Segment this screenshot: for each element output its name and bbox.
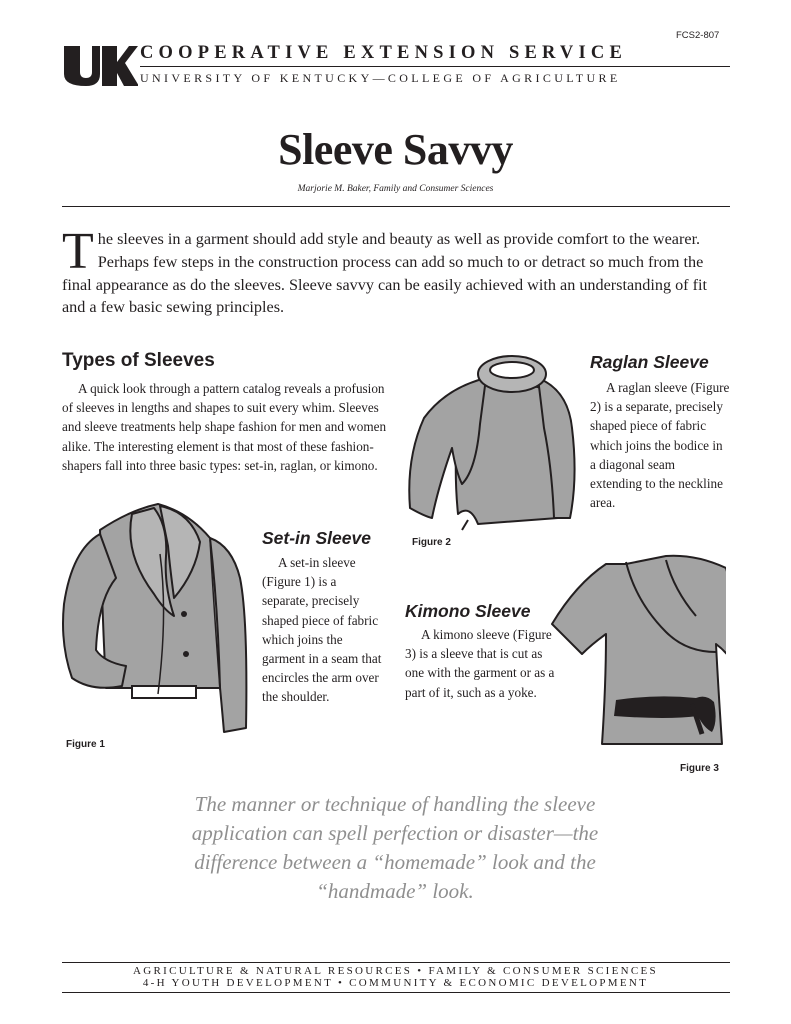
footer-line-2: 4-H YOUTH DEVELOPMENT • COMMUNITY & ECONOMIC DEVELOPMENT (142, 977, 649, 989)
intro-text: he sleeves in a garment should add style and beauty as well as provide comfort to the wearer. Perhaps few steps in the construction process can add so much to or detract so much from the final appearance as do the sleeves. Sleeve savvy can be easily achieved with an understanding of fit and a few basic sewing principles. (62, 230, 708, 317)
footer-rule-bottom (62, 992, 730, 993)
footer-line-1: AGRICULTURE & NATURAL RESOURCES • FAMILY & CONSUMER SCIENCES (133, 965, 658, 977)
title-rule (62, 206, 730, 207)
author-line: Marjorie M. Baker, Family and Consumer Sciences (297, 184, 494, 194)
uk-logo (62, 44, 138, 88)
section-body-kimono (405, 625, 555, 702)
section-body-raglan (590, 378, 730, 512)
section-heading-raglan: Raglan Sleeve (590, 352, 709, 372)
section-text-types: A quick look through a pattern catalog reveals a profusion of sleeves in lengths and shapes to suit every whim. Sleeves and sleeve treatments help shape fashion for men and women alike. The interesting element is that most of these fashion-shapers fall into three basic types: set-in, raglan, or kimono. (62, 381, 387, 473)
organization-title: COOPERATIVE EXTENSION SERVICE (140, 43, 627, 63)
section-text-raglan: A raglan sleeve (Figure 2) is a separate, precisely shaped piece of fabric which joins the bodice in a diagonal seam extending to the neckline area. (590, 380, 730, 511)
pull-quote: The manner or technique of handling the sleeve application can spell perfection or disaster—the difference between a “homemade” look and the “handmade” look. (191, 792, 599, 903)
figure-3-kimono-wrap (546, 552, 726, 752)
section-body-setin (262, 553, 382, 707)
drop-cap: T (62, 223, 94, 280)
header-rule (140, 66, 730, 67)
page-title: Sleeve Savvy (278, 125, 513, 174)
figure-2-caption: Figure 2 (412, 537, 451, 548)
figure-3-caption: Figure 3 (680, 763, 719, 774)
section-heading-kimono: Kimono Sleeve (405, 601, 531, 621)
figure-1-caption: Figure 1 (66, 739, 105, 750)
organization-subtitle: UNIVERSITY OF KENTUCKY—COLLEGE OF AGRICULTURE (140, 71, 621, 85)
figure-1-setin-jacket (60, 494, 252, 738)
figure-2-raglan-top (402, 348, 582, 532)
section-text-setin: A set-in sleeve (Figure 1) is a separate, precisely shaped piece of fabric which joins the garment in a seam that encircles the arm over the shoulder. (262, 555, 382, 705)
section-heading-types: Types of Sleeves (62, 350, 215, 371)
section-text-kimono: A kimono sleeve (Figure 3) is a sleeve that is cut as one with the garment or as a part of it, such as a yoke. (405, 627, 555, 700)
document-code: FCS2-807 (676, 30, 720, 41)
intro-paragraph (62, 223, 730, 319)
section-body-types (62, 379, 392, 475)
footer-rule-top (62, 962, 730, 963)
section-heading-setin: Set-in Sleeve (262, 528, 371, 548)
